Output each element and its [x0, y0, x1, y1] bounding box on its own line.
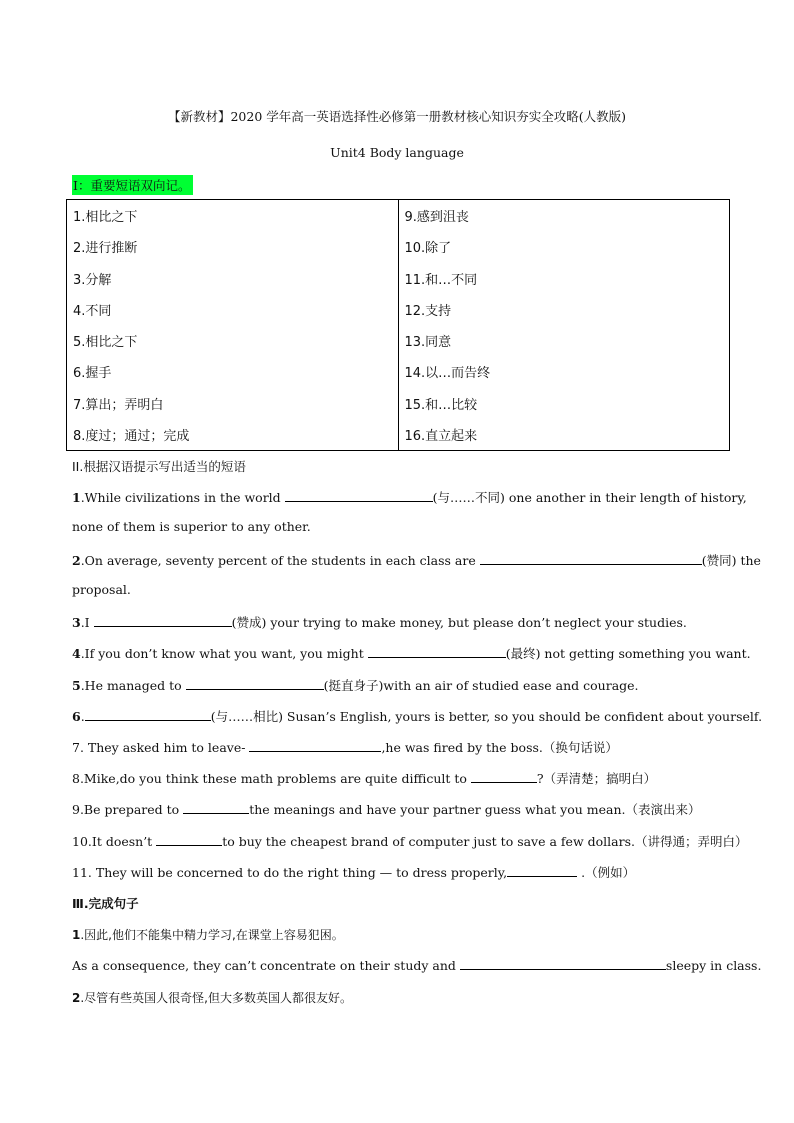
answer-blank[interactable]: [471, 770, 537, 783]
vocab-cell: 16.直立起来: [398, 419, 730, 451]
question-1-cont: none of them is superior to any other.: [72, 519, 311, 534]
vocab-table: [66, 199, 730, 451]
question-2: 2.On average, seventy percent of the students in each class are (赞同) the: [72, 553, 761, 568]
vocab-cell: 8.度过；通过；完成: [67, 419, 399, 451]
vocab-cell: 4.不同: [67, 294, 399, 325]
question-3: 3.I (赞成) your trying to make money, but please don’t neglect your studies.: [72, 615, 687, 630]
question-4: 4.If you don’t know what you want, you might (最终) not getting something you want.: [72, 646, 751, 661]
vocab-cell: 7.算出；弄明白: [67, 387, 399, 418]
answer-blank[interactable]: [285, 489, 433, 502]
section-3-answer-1: As a consequence, they can’t concentrate on their study and sleepy in class.: [72, 958, 762, 973]
question-10: 10.It doesn’t to buy the cheapest brand of computer just to save a few dollars.（讲得通；弄明白）: [72, 834, 748, 849]
table-row: [67, 325, 730, 356]
answer-blank[interactable]: [94, 614, 232, 627]
vocab-cell: 5.相比之下: [67, 325, 399, 356]
answer-blank[interactable]: [480, 552, 702, 565]
vocab-cell: 6.握手: [67, 356, 399, 387]
answer-blank[interactable]: [460, 957, 666, 970]
vocab-cell: 14.以…而告终: [398, 356, 730, 387]
table-row: [67, 231, 730, 262]
answer-blank[interactable]: [368, 645, 506, 658]
document-title: 【新教材】2020 学年高一英语选择性必修第一册教材核心知识夯实全攻略(人教版): [167, 109, 627, 124]
table-row: [67, 294, 730, 325]
question-7: 7. They asked him to leave- ,he was fired by the boss.（换句话说）: [72, 740, 618, 755]
question-2-cont: proposal.: [72, 582, 131, 597]
answer-blank[interactable]: [85, 708, 211, 721]
vocab-cell: 3.分解: [67, 262, 399, 293]
answer-blank[interactable]: [507, 864, 577, 877]
answer-blank[interactable]: [186, 677, 324, 690]
vocab-cell: 10.除了: [398, 231, 730, 262]
section-3-question-1: 1.因此,他们不能集中精力学习,在课堂上容易犯困。: [72, 928, 344, 942]
question-6: 6. (与……相比) Susan’s English, yours is better, so you should be confident about yourself.: [72, 709, 763, 724]
vocab-cell: 12.支持: [398, 294, 730, 325]
section-1-heading: I：重要短语双向记。: [72, 175, 193, 195]
table-row: [67, 356, 730, 387]
vocab-cell: 2.进行推断: [67, 231, 399, 262]
question-5: 5.He managed to (挺直身子)with an air of studied ease and courage.: [72, 678, 639, 693]
answer-blank[interactable]: [156, 833, 222, 846]
document-subtitle: Unit4 Body language: [330, 145, 464, 160]
question-9: 9.Be prepared to the meanings and have your partner guess what you mean.（表演出来）: [72, 802, 701, 817]
question-8: 8.Mike,do you think these math problems are quite difficult to ?（弄清楚；搞明白）: [72, 771, 657, 786]
section-3-question-2: 2.尽管有些英国人很奇怪,但大多数英国人都很友好。: [72, 991, 352, 1005]
table-row: [67, 419, 730, 451]
vocab-cell: 13.同意: [398, 325, 730, 356]
section-3-heading: Ⅲ.完成句子: [72, 896, 139, 911]
vocab-cell: 1.相比之下: [67, 200, 399, 232]
table-row: [67, 200, 730, 232]
table-row: [67, 387, 730, 418]
table-row: [67, 262, 730, 293]
section-2-heading: II.根据汉语提示写出适当的短语: [72, 459, 246, 474]
question-1: 1.While civilizations in the world (与……不同) one another in their length of history,: [72, 490, 747, 505]
question-11: 11. They will be concerned to do the right thing — to dress properly, .（例如）: [72, 865, 636, 880]
vocab-cell: 11.和…不同: [398, 262, 730, 293]
vocab-cell: 9.感到沮丧: [398, 200, 730, 232]
answer-blank[interactable]: [183, 801, 249, 814]
vocab-cell: 15.和…比较: [398, 387, 730, 418]
answer-blank[interactable]: [249, 739, 381, 752]
